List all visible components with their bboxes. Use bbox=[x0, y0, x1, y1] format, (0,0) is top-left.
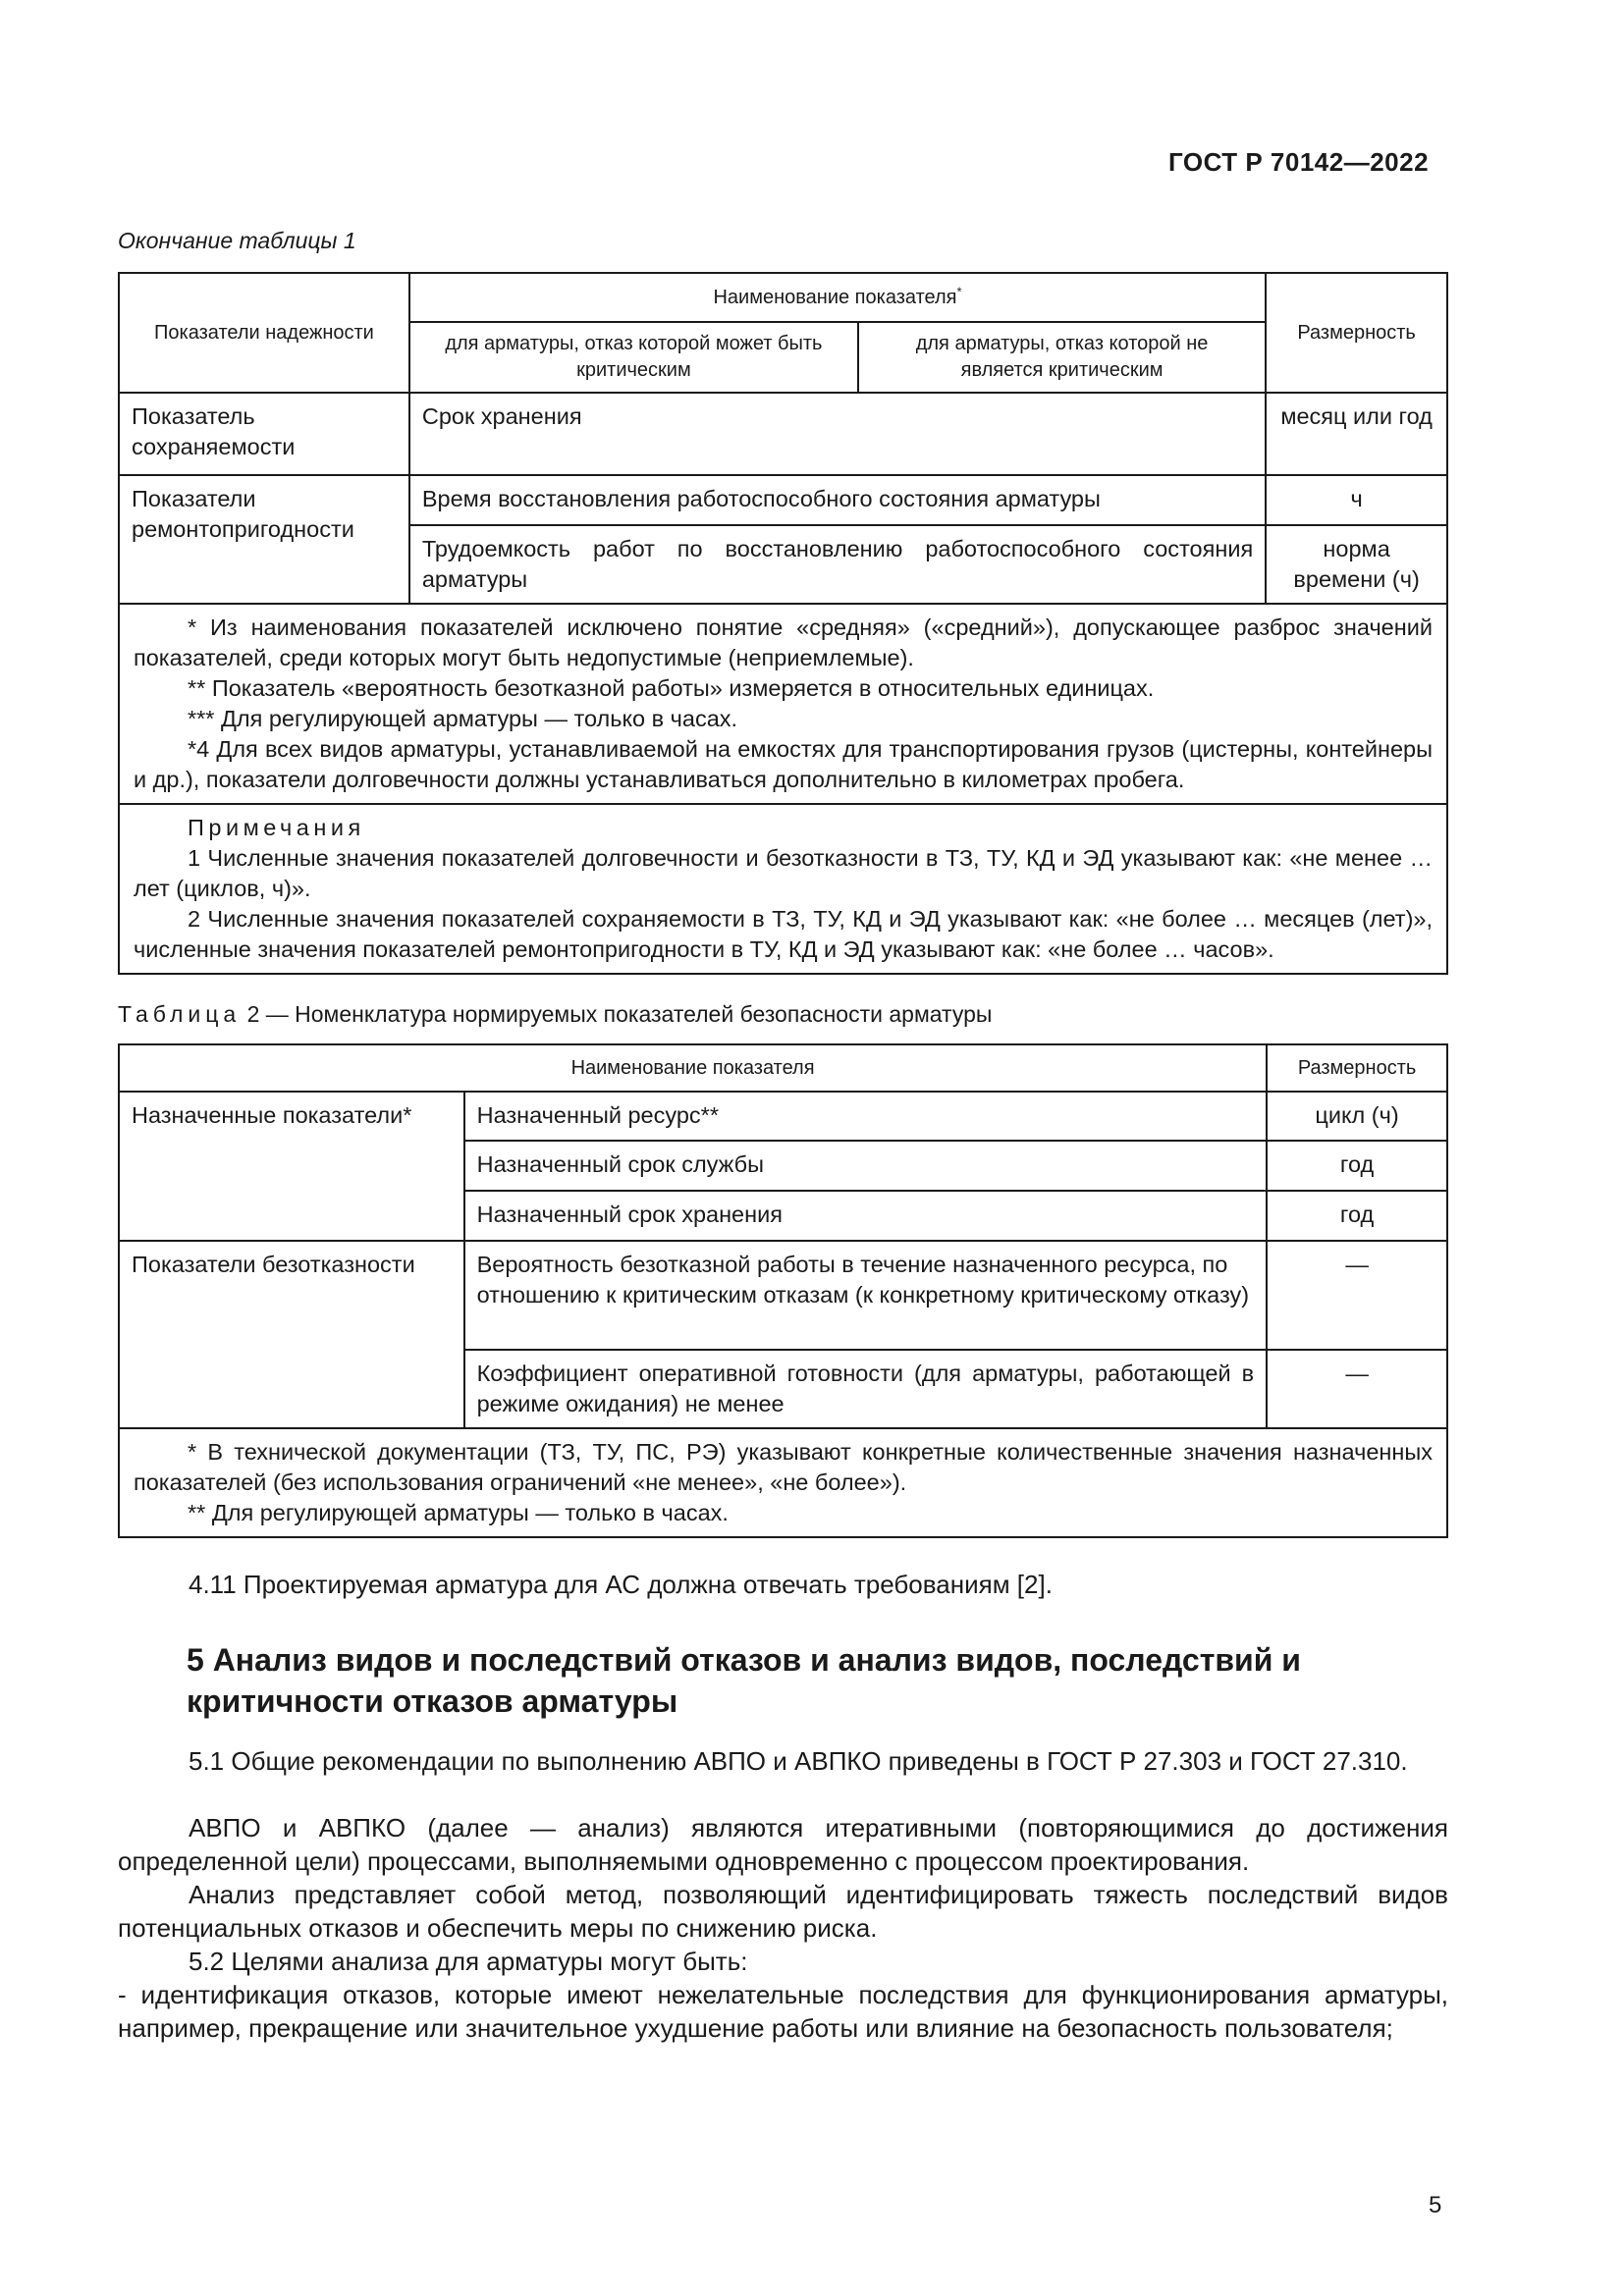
table2-row-name: Назначенный ресурс** bbox=[464, 1092, 1268, 1141]
paragraph: АВПО и АВПКО (далее — анализ) являются итеративными (повторяющимися до достижения определенной цели) процессами, выполняемыми одновременно с процессом проектирования. bbox=[118, 1813, 1448, 1876]
table2-head-unit: Размерность bbox=[1267, 1044, 1447, 1092]
table2-row-unit: год bbox=[1267, 1141, 1447, 1191]
footnote: ** Для регулирующей арматуры — только в часах. bbox=[188, 1500, 729, 1525]
table1-footnotes bbox=[119, 604, 1447, 804]
page-number: 5 bbox=[1429, 2192, 1442, 2218]
note: 1 Численные значения показателей долговечности и безотказности в ТЗ, ТУ, КД и ЭД указывают как: «не менее … лет (циклов, ч)». bbox=[134, 845, 1433, 901]
table1-head-noncritical: для арматуры, отказ которой не является критическим bbox=[858, 322, 1266, 393]
table1-row-unit: месяц или год bbox=[1266, 393, 1447, 475]
table1-row-name: Время восстановления работоспособного состояния арматуры bbox=[409, 475, 1266, 525]
table2-head-name: Наименование показателя bbox=[119, 1044, 1267, 1092]
table1 bbox=[118, 272, 1448, 975]
table2-row-name: Назначенный срок службы bbox=[464, 1141, 1268, 1191]
table1-head-name: Наименование показателя* bbox=[409, 273, 1266, 322]
footnote: * Из наименования показателей исключено понятие «средняя» («средний»), допускающее разброс значений показателей, среди которых могут быть недопустимые (неприемлемые). bbox=[134, 614, 1433, 670]
table2-row-name: Вероятность безотказной работы в течение назначенного ресурса, по отношению к критическим отказам (к конкретному критическому отказу) bbox=[464, 1241, 1268, 1350]
footnote: ** Показатель «вероятность безотказной работы» измеряется в относительных единицах. bbox=[188, 675, 1155, 701]
table1-head-critical: для арматуры, отказ которой может быть критическим bbox=[409, 322, 858, 393]
paragraph: Анализ представляет собой метод, позволяющий идентифицировать тяжесть последствий видов потенциальных отказов и обеспечить меры по снижению риска. bbox=[118, 1880, 1448, 1943]
footnote: *** Для регулирующей арматуры — только в часах. bbox=[188, 706, 738, 731]
table2-row-name: Коэффициент оперативной готовности (для арматуры, работающей в режиме ожидания) не менее bbox=[464, 1350, 1268, 1428]
table1-row-unit: ч bbox=[1266, 475, 1447, 525]
footnote: *4 Для всех видов арматуры, устанавливаемой на емкостях для транспортирования грузов (цистерны, контейнеры и др.), показатели долговечности должны устанавливаться дополнительно в километрах пробега. bbox=[134, 736, 1433, 792]
table1-row-group: Показатели ремонтопригодности bbox=[119, 475, 409, 604]
table2-row-unit: цикл (ч) bbox=[1267, 1092, 1447, 1141]
table2-row-unit: — bbox=[1267, 1241, 1447, 1350]
table1-caption: Окончание таблицы 1 bbox=[118, 228, 356, 253]
paragraph: - идентификация отказов, которые имеют нежелательные последствия для функционирования арматуры, например, прекращение или значительное ухудшение работы или влияние на безопасность пользователя; bbox=[118, 1980, 1448, 2043]
table2-row-name: Назначенный срок хранения bbox=[464, 1191, 1268, 1241]
paragraph: 5.1 Общие рекомендации по выполнению АВПО и АВПКО приведены в ГОСТ Р 27.303 и ГОСТ 27.310. bbox=[189, 1746, 1408, 1776]
table1-row-group: Показатель сохраняемости bbox=[119, 393, 409, 475]
paragraph: 5.2 Целями анализа для арматуры могут быть: bbox=[189, 1947, 748, 1976]
table2-group: Назначенные показатели* bbox=[119, 1092, 464, 1241]
table1-row-unit: норма времени (ч) bbox=[1266, 525, 1447, 604]
paragraph-4-11: 4.11 Проектируемая арматура для АС должна отвечать требованиям [2]. bbox=[189, 1570, 1053, 1599]
table1-row-name: Трудоемкость работ по восстановлению работоспособного состояния арматуры bbox=[409, 525, 1266, 604]
table1-head-group: Показатели надежности bbox=[119, 273, 409, 393]
note: 2 Численные значения показателей сохраняемости в ТЗ, ТУ, КД и ЭД указывают как: «не более … месяцев (лет)», численные значения показателей ремонтопригодности в ТУ, КД и ЭД указывают как: «не более … часов». bbox=[134, 906, 1433, 962]
section-5-heading: 5 Анализ видов и последствий отказов и анализ видов, последствий и критичности отказов арматуры bbox=[187, 1642, 1301, 1719]
table2-row-unit: — bbox=[1267, 1350, 1447, 1428]
table2-caption: Таблица 2 — Номенклатура нормируемых показателей безопасности арматуры bbox=[118, 1001, 993, 1027]
table1-notes bbox=[119, 804, 1447, 974]
document-code: ГОСТ Р 70142—2022 bbox=[1168, 147, 1430, 177]
table1-head-unit: Размерность bbox=[1266, 273, 1447, 393]
footnote: * В технической документации (ТЗ, ТУ, ПС, РЭ) указывают конкретные количественные значения назначенных показателей (без использования ограничений «не менее», «не более»). bbox=[134, 1439, 1433, 1495]
table2 bbox=[118, 1043, 1448, 1538]
table2-footnotes bbox=[119, 1428, 1447, 1537]
table2-group: Показатели безотказности bbox=[119, 1241, 464, 1428]
table2-row-unit: год bbox=[1267, 1191, 1447, 1241]
notes-title: Примечания bbox=[188, 815, 365, 840]
table1-row-name: Срок хранения bbox=[409, 393, 1266, 475]
